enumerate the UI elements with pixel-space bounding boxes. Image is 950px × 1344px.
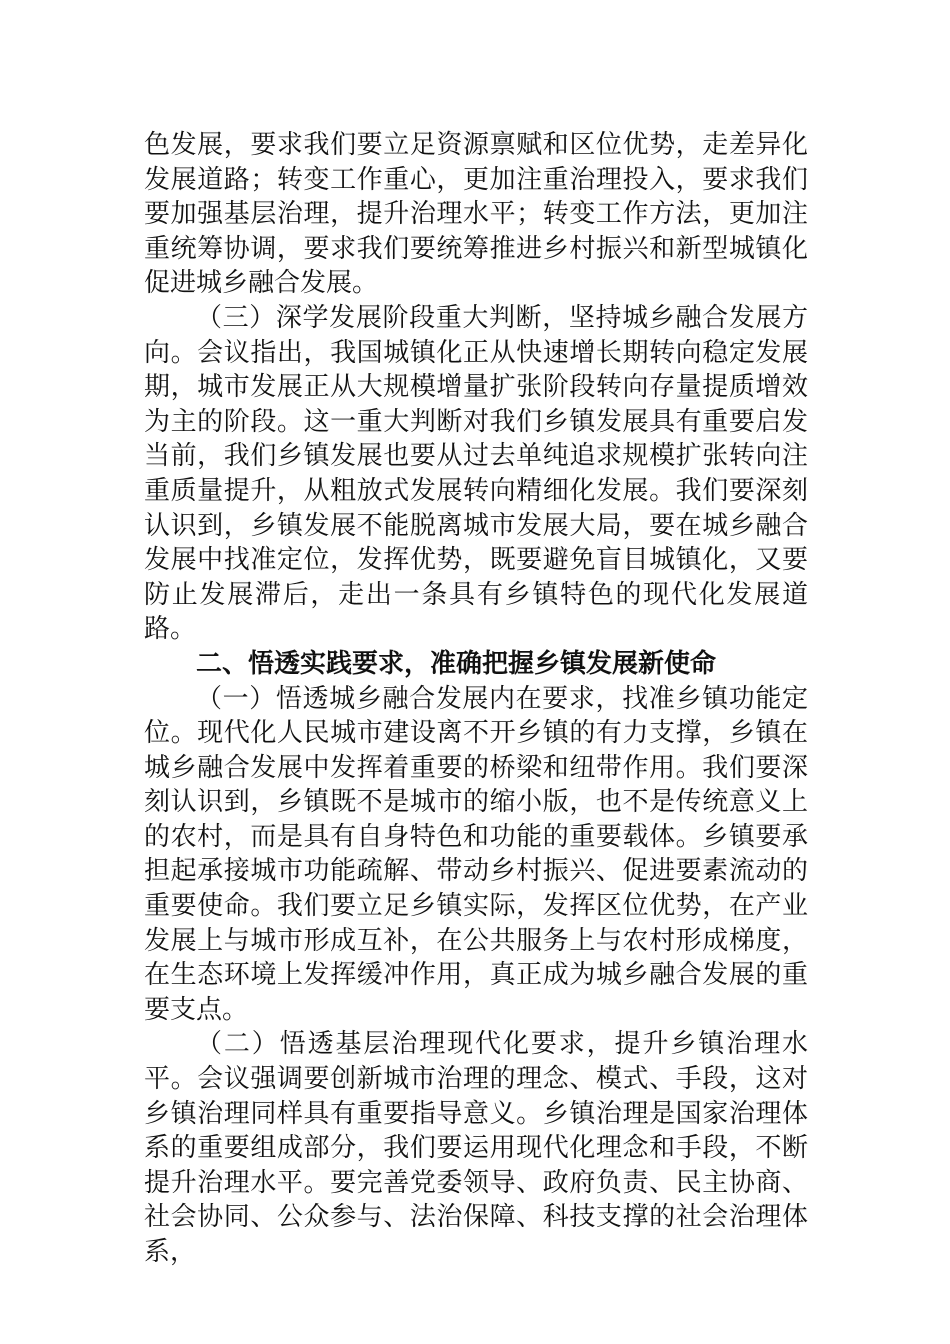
document-body: [144, 128, 808, 1270]
paragraph-continuation: 色发展，要求我们要立足资源禀赋和区位优势，走差异化发展道路；转变工作重心，更加注重治理投入，要求我们要加强基层治理，提升治理水平；转变工作方法，更加注重统筹协调，要求我们要统筹推进乡村振兴和新型城镇化促进城乡融合发展。: [144, 130, 808, 299]
paragraph-section-3: （三）深学发展阶段重大判断，坚持城乡融合发展方向。会议指出，我国城镇化正从快速增长期转向稳定发展期，城市发展正从大规模增量扩张阶段转向存量提质增效为主的阶段。这一重大判断对我们乡镇发展具有重要启发当前，我们乡镇发展也要从过去单纯追求规模扩张转向注重质量提升，从粗放式发展转向精细化发展。我们要深刻认识到，乡镇发展不能脱离城市发展大局，要在城乡融合发展中找准定位，发挥优势，既要避免盲目城镇化，又要防止发展滞后，走出一条具有乡镇特色的现代化发展道路。: [144, 302, 808, 645]
section-heading-2: 二、悟透实践要求，准确把握乡镇发展新使命: [196, 648, 717, 679]
paragraph-subsection-2: （二）悟透基层治理现代化要求，提升乡镇治理水平。会议强调要创新城市治理的理念、模式、手段，这对乡镇治理同样具有重要指导意义。乡镇治理是国家治理体系的重要组成部分，我们要运用现代化理念和手段，不断提升治理水平。要完善党委领导、政府负责、民主协商、社会协同、公众参与、法治保障、科技支撑的社会治理体系，: [144, 1029, 808, 1267]
paragraph-subsection-1: （一）悟透城乡融合发展内在要求，找准乡镇功能定位。现代化人民城市建设离不开乡镇的有力支撑，乡镇在城乡融合发展中发挥着重要的桥梁和纽带作用。我们要深刻认识到，乡镇既不是城市的缩小版，也不是传统意义上的农村，而是具有自身特色和功能的重要载体。乡镇要承担起承接城市功能疏解、带动乡村振兴、促进要素流动的重要使命。我们要立足乡镇实际，发挥区位优势，在产业发展上与城市形成互补，在公共服务上与农村形成梯度，在生态环境上发挥缓冲作用，真正成为城乡融合发展的重要支点。: [144, 683, 808, 1025]
